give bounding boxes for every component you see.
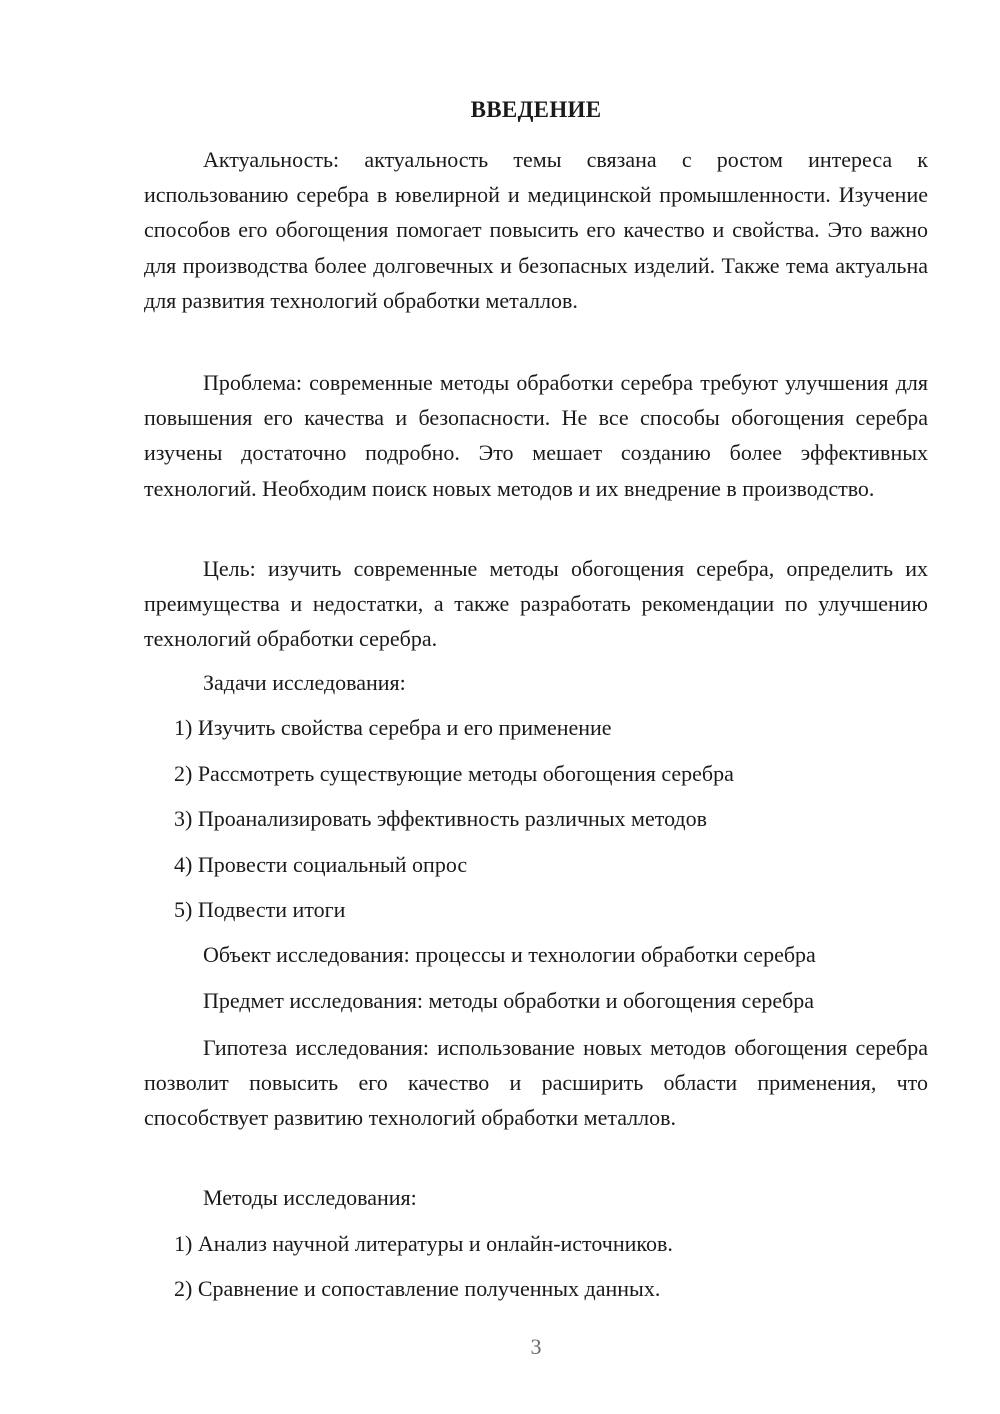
- page-number: 3: [530, 1334, 542, 1359]
- method-item: 1) Анализ научной литературы и онлайн-источников.: [174, 1231, 673, 1256]
- research-subject: Предмет исследования: методы обработки и обогощения серебра: [203, 988, 815, 1013]
- task-item: 2) Рассмотреть существующие методы обогощения серебра: [174, 761, 734, 786]
- methods-title: Методы исследования:: [203, 1185, 417, 1210]
- research-object: Объект исследования: процессы и технологии обработки серебра: [203, 942, 816, 967]
- tasks-title: Задачи исследования:: [203, 670, 406, 695]
- task-item: 4) Провести социальный опрос: [174, 852, 468, 877]
- relevance-paragraph: Актуальность: актуальность темы связана с ростом интереса к использованию серебра в ювелирной и медицинской промышленности. Изучение способов его обогощения помогает повысить его качество и свойства. Это важно для производства более долговечных и безопасных изделий. Также тема актуальна для развития технологий обработки металлов.: [144, 147, 928, 313]
- method-item: 2) Сравнение и сопоставление полученных данных.: [174, 1276, 661, 1301]
- goal-paragraph: Цель: изучить современные методы обогощения серебра, определить их преимущества и недостатки, а также разработать рекомендации по улучшению технологий обработки серебра.: [144, 556, 928, 652]
- hypothesis-paragraph: Гипотеза исследования: использование новых методов обогощения серебра позволит повысить его качество и расширить области применения, что способствует развитию технологий обработки металлов.: [144, 1035, 928, 1131]
- task-item: 1) Изучить свойства серебра и его применение: [174, 715, 612, 740]
- problem-paragraph: Проблема: современные методы обработки серебра требуют улучшения для повышения его качества и безопасности. Не все способы обогощения серебра изучены достаточно подробно. Это мешает созданию более эффективных технологий. Необходим поиск новых методов и их внедрение в производство.: [144, 370, 928, 501]
- task-item: 3) Проанализировать эффективность различных методов: [174, 806, 708, 831]
- section-heading: ВВЕДЕНИЕ: [470, 97, 602, 122]
- task-item: 5) Подвести итоги: [174, 897, 346, 922]
